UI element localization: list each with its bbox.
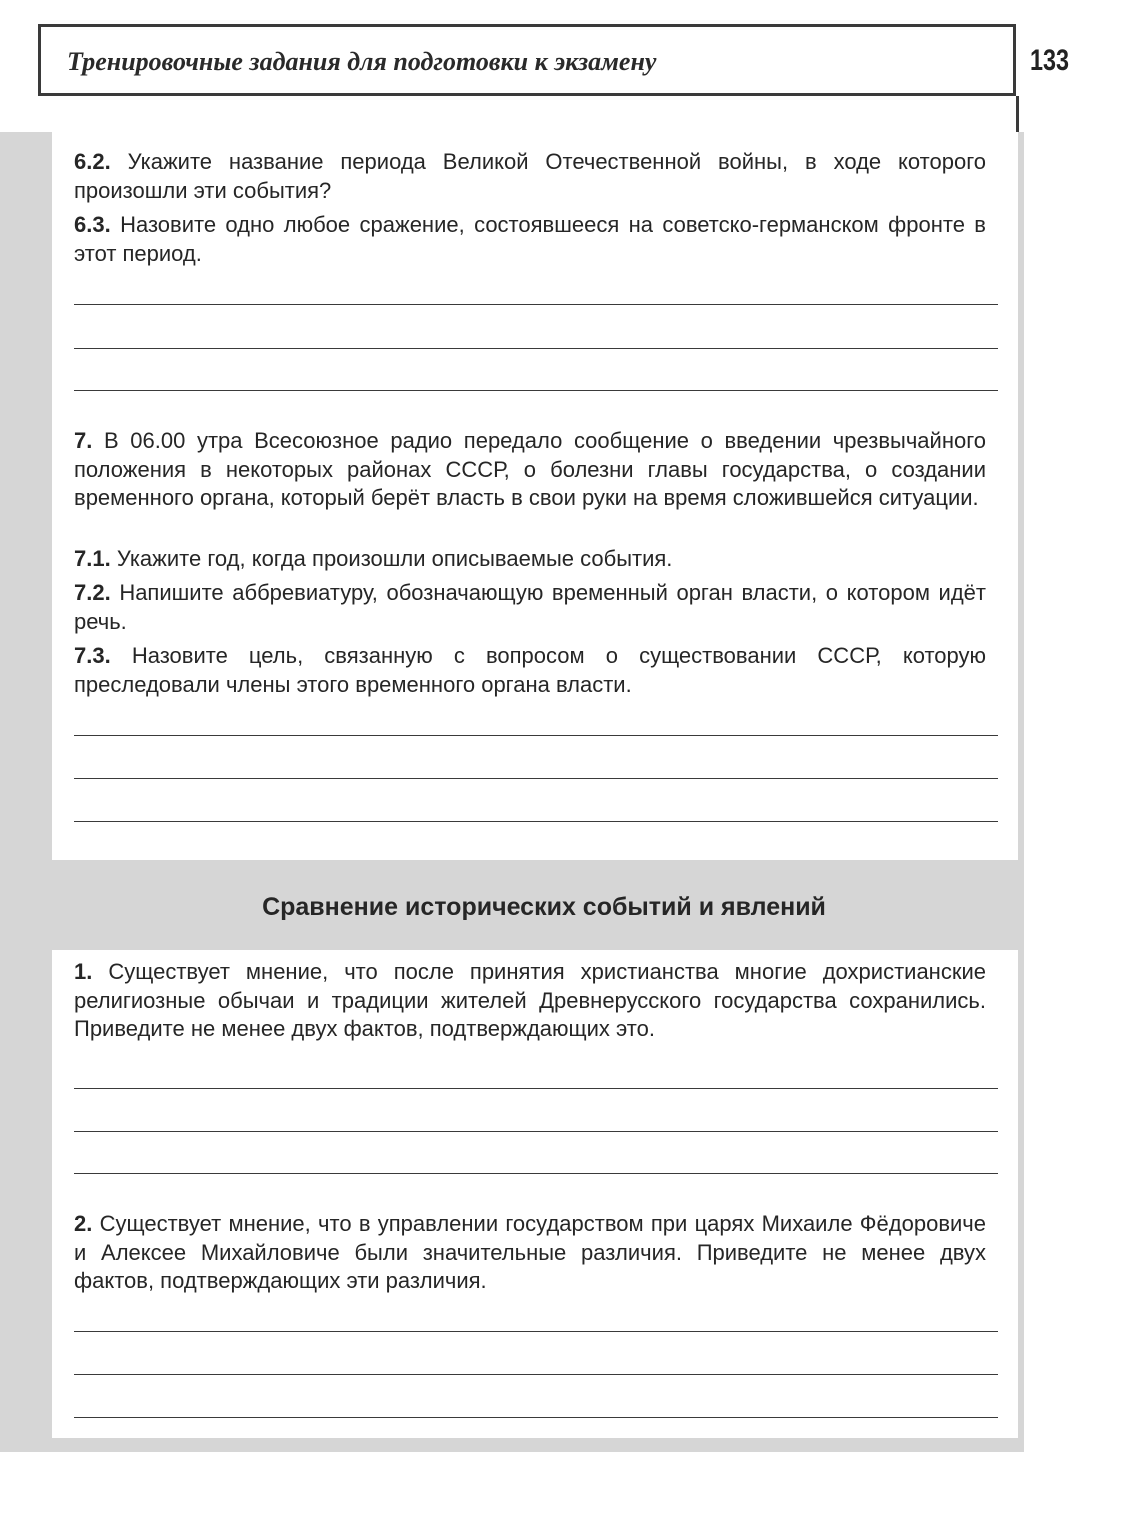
question-number: 6.3.: [74, 212, 111, 237]
answer-line[interactable]: [74, 1131, 998, 1132]
comparison-question-1: [74, 958, 986, 1044]
question-number: 2.: [74, 1211, 93, 1236]
page-number: 133: [1030, 44, 1070, 77]
question-7-2: [74, 579, 986, 636]
answer-line[interactable]: [74, 1331, 998, 1332]
question-number: 7.2.: [74, 580, 111, 605]
question-text: В 06.00 утра Всесоюзное радио передало сообщение о введении чрезвычайного положения в некоторых районах СССР, о болезни главы государства, о создании временного органа, который берёт власть в свои руки на время сложившейся ситуации.: [74, 428, 986, 510]
answer-line[interactable]: [74, 348, 998, 349]
question-text: Назовите цель, связанную с вопросом о существовании СССР, которую преследовали члены этого временного органа власти.: [74, 643, 986, 697]
answer-line[interactable]: [74, 390, 998, 391]
question-number: 1.: [74, 959, 93, 984]
question-text: Укажите название периода Великой Отечественной войны, в ходе которого произошли эти события?: [74, 149, 986, 203]
question-text: Укажите год, когда произошли описываемые события.: [116, 546, 673, 571]
answer-line[interactable]: [74, 735, 998, 736]
question-6-2: [74, 148, 986, 205]
question-number: 7.3.: [74, 643, 111, 668]
page-header-title: Тренировочные задания для подготовки к экзамену: [67, 47, 657, 76]
answer-line[interactable]: [74, 1088, 998, 1089]
question-text: Напишите аббревиатуру, обозначающую временный орган власти, о котором идёт речь.: [74, 580, 986, 634]
question-6-3: [74, 211, 986, 268]
comparison-question-2: [74, 1210, 986, 1296]
question-number: 6.2.: [74, 149, 111, 174]
question-text: Назовите одно любое сражение, состоявшееся на советско-германском фронте в этот период.: [74, 212, 986, 266]
header-box: [38, 24, 1016, 96]
question-number: 7.1.: [74, 546, 111, 571]
question-text: Существует мнение, что после принятия христианства многие дохристианские религиозные обычаи и традиции жителей Древнерусского государства сохранились. Приведите не менее двух фактов, подтверждающих это.: [74, 959, 986, 1041]
question-7-1: [74, 545, 986, 574]
header-divider: [1016, 96, 1019, 132]
section-heading: Сравнение исторических событий и явлений: [262, 893, 826, 921]
question-7-3: [74, 642, 986, 699]
question-text: Существует мнение, что в управлении государством при царях Михаиле Фёдоровиче и Алексее Михайловиче были значительные различия. Приведите не менее двух фактов, подтверждающих эти различия.: [74, 1211, 986, 1293]
answer-line[interactable]: [74, 1417, 998, 1418]
question-number: 7.: [74, 428, 93, 453]
answer-line[interactable]: [74, 821, 998, 822]
answer-line[interactable]: [74, 304, 998, 305]
answer-line[interactable]: [74, 1374, 998, 1375]
question-7: [74, 427, 986, 513]
answer-line[interactable]: [74, 778, 998, 779]
answer-line[interactable]: [74, 1173, 998, 1174]
